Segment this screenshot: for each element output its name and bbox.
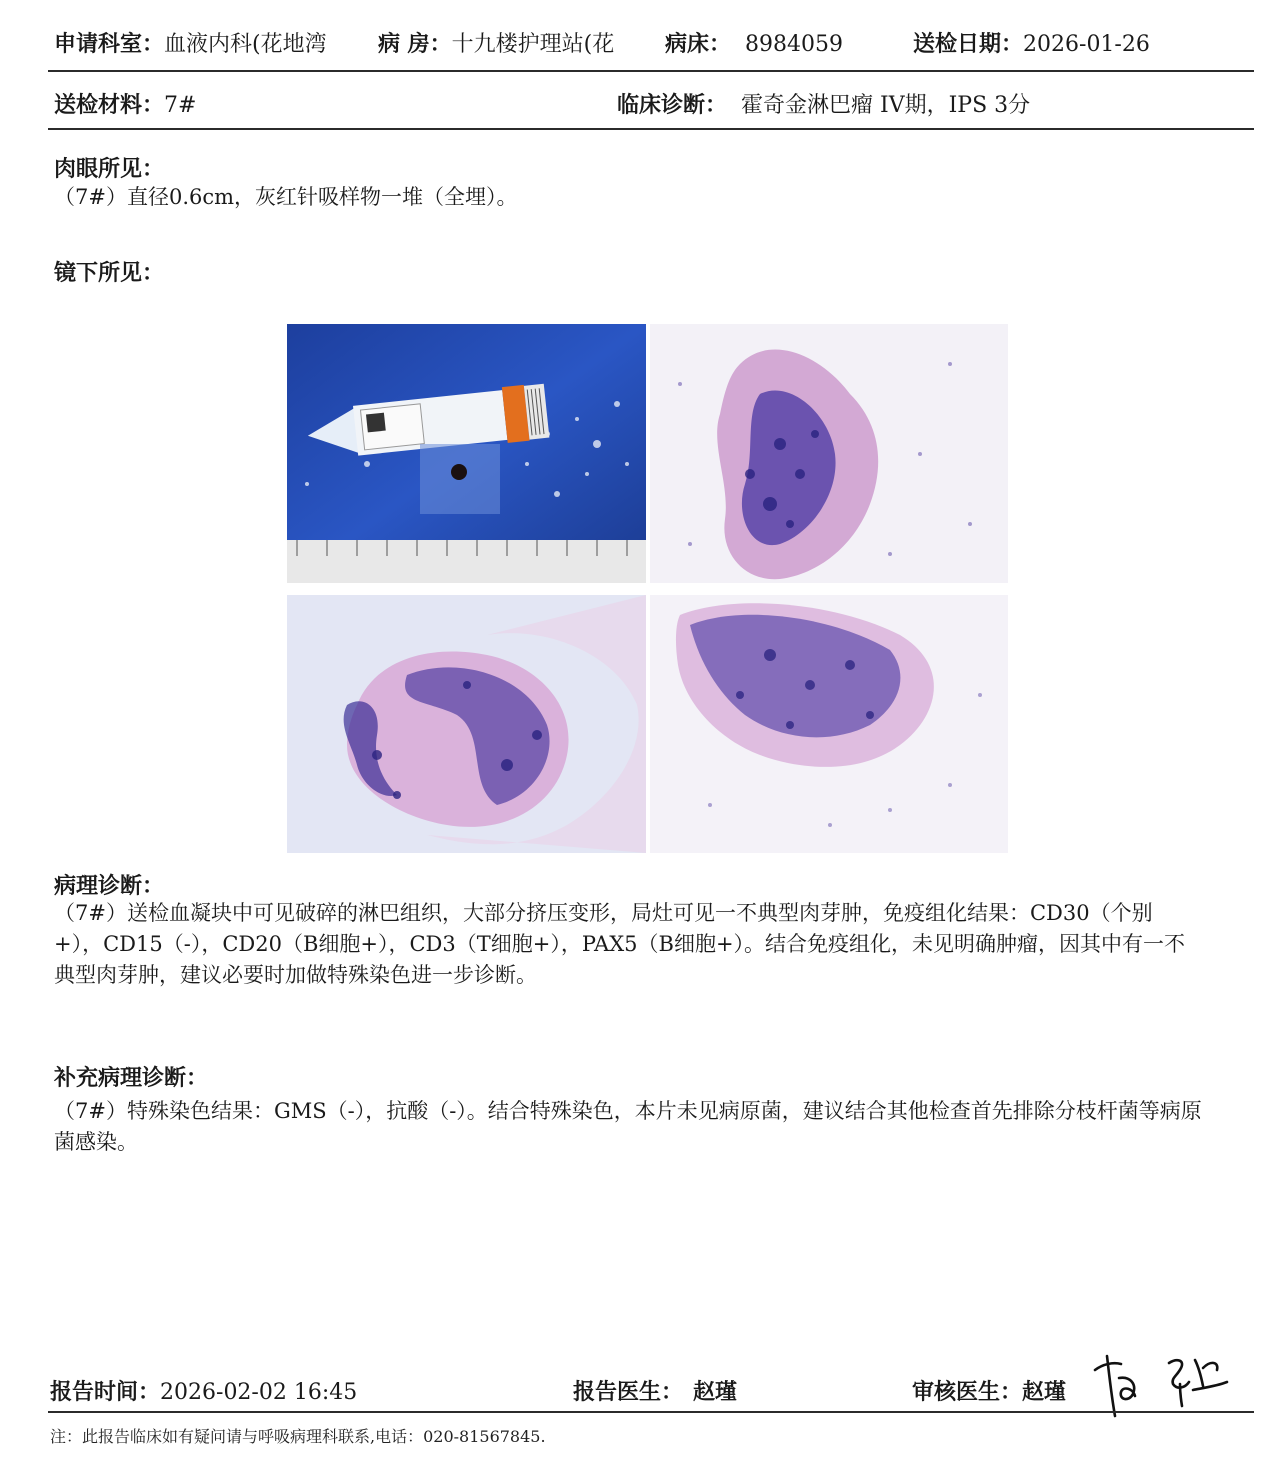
- bed-value: 8984059: [745, 32, 843, 57]
- reviewer-value: 赵瑾: [1022, 1380, 1067, 1405]
- reviewer-field: [912, 1375, 1066, 1406]
- dept-value: 血液内科(花地湾: [164, 32, 327, 57]
- ward-label: 病 房：: [378, 32, 452, 57]
- contact-note: 注：此报告临床如有疑问请与呼吸病理科联系,电话：020-81567845.: [50, 1427, 546, 1446]
- report-time-value: 2026-02-02 16:45: [160, 1380, 358, 1405]
- material-field: [54, 88, 196, 119]
- clinical-diagnosis-value: 霍奇金淋巴瘤 IV期，IPS 3分: [741, 93, 1031, 118]
- pathology-text: （7#）送检血凝块中可见破碎的淋巴组织，大部分挤压变形，局灶可见一不典型肉芽肿，免疫组化结果：CD30（个别+），CD15（-），CD20（B细胞+），CD3（T细胞+），PAX5（B细胞+）。结合免疫组化，未见明确肿瘤，因其中有一不典型肉芽肿，建议必要时加做特殊染色进一步诊断。: [54, 901, 1186, 987]
- pathology-title: 病理诊断：: [54, 874, 165, 899]
- bed-label: 病床：: [665, 32, 732, 57]
- date-field: [913, 27, 1150, 58]
- report-doctor-field: [573, 1375, 737, 1406]
- header-row-1: [54, 27, 327, 58]
- reviewer-label: 审核医生：: [912, 1380, 1023, 1405]
- report-time-label: 报告时间：: [50, 1380, 161, 1405]
- material-value: 7#: [164, 93, 197, 118]
- bed-field: [665, 27, 843, 58]
- micrograph-2: [287, 595, 646, 853]
- clinical-diagnosis-field: [617, 88, 1030, 119]
- ward-field: [378, 27, 614, 58]
- supplement-text: （7#）特殊染色结果：GMS（-），抗酸（-）。结合特殊染色，本片未见病原菌，建议结合其他检查首先排除分枝杆菌等病原菌感染。: [54, 1099, 1202, 1154]
- report-time-field: [50, 1375, 357, 1406]
- divider-top: [48, 70, 1254, 72]
- report-doctor-label: 报告医生：: [573, 1380, 684, 1405]
- date-value: 2026-01-26: [1023, 32, 1150, 57]
- clinical-diagnosis-label: 临床诊断：: [617, 93, 728, 118]
- ward-value: 十九楼护理站(花: [451, 32, 615, 57]
- specimen-tube-photo: [287, 324, 646, 583]
- date-label: 送检日期：: [913, 32, 1024, 57]
- report-doctor-value: 赵瑾: [693, 1380, 738, 1405]
- dept-label: 申请科室：: [54, 32, 165, 57]
- micrograph-1: [650, 324, 1008, 583]
- gross-text: （7#）直径0.6cm，灰红针吸样物一堆（全埋）。: [54, 185, 518, 209]
- supplement-title: 补充病理诊断：: [54, 1066, 209, 1091]
- micrograph-3: [650, 595, 1008, 853]
- material-label: 送检材料：: [54, 93, 165, 118]
- micro-title: 镜下所见：: [54, 261, 165, 286]
- divider-footer: [48, 1411, 1254, 1413]
- divider-header: [48, 128, 1254, 130]
- gross-title: 肉眼所见：: [54, 157, 165, 182]
